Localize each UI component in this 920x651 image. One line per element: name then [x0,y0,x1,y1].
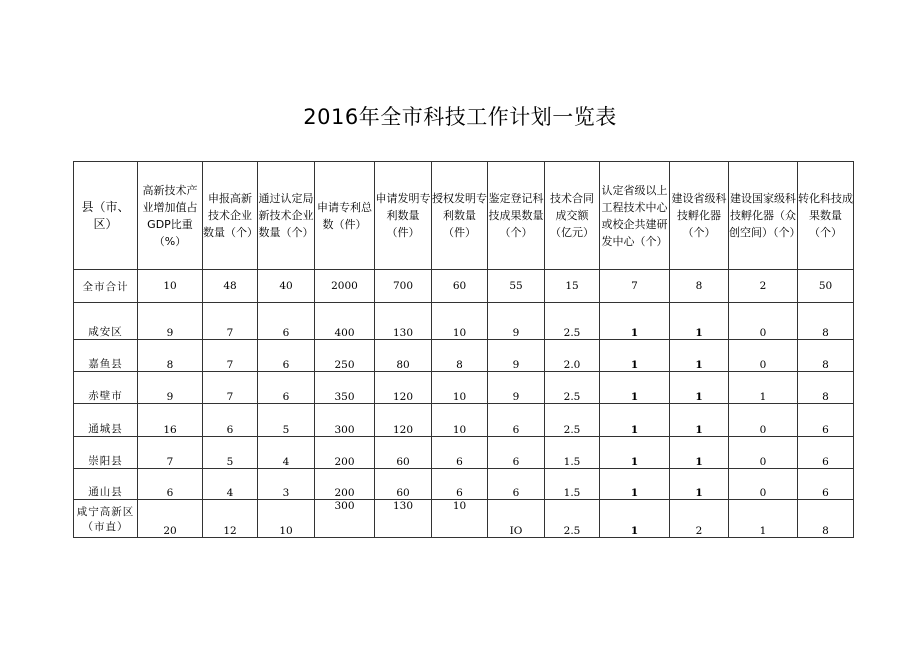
table-row [74,437,854,469]
value-cell: 400 [315,303,375,340]
value-cell: 0 [729,404,798,437]
value-cell: 16 [138,404,203,437]
header-certified-hitech: 通过认定局新技术企业数量（个） [258,162,315,270]
value-cell: 7 [203,340,258,372]
value-cell: 5 [203,437,258,469]
value-cell: 8 [798,500,854,538]
page-title: 2016年全市科技工作计划一览表 [303,105,617,129]
value-cell: 3 [258,469,315,500]
value-cell: 8 [670,270,729,303]
value-cell: 10 [432,500,488,538]
value-cell: 1 [600,303,670,340]
value-cell: 6 [432,437,488,469]
value-cell: 8 [798,372,854,404]
value-cell: 2 [670,500,729,538]
value-cell: 80 [375,340,432,372]
value-cell: 7 [600,270,670,303]
value-cell: 7 [138,437,203,469]
value-cell: 2.5 [545,404,600,437]
value-cell: 1 [600,404,670,437]
value-cell: 6 [258,303,315,340]
value-cell: 1.5 [545,437,600,469]
value-cell: 120 [375,372,432,404]
value-cell: 6 [488,437,545,469]
header-provincial-incubators: 建设省级科技孵化器（个） [670,162,729,270]
value-cell: 6 [798,437,854,469]
value-cell: 0 [729,437,798,469]
county-name-cell: 全市合计 [74,270,138,303]
value-cell: 700 [375,270,432,303]
value-cell: 1 [600,469,670,500]
value-cell: 130 [375,303,432,340]
value-cell: 1 [600,500,670,538]
value-cell: 2.0 [545,340,600,372]
value-cell: 10 [432,372,488,404]
value-cell: 10 [138,270,203,303]
table-row [74,303,854,340]
value-cell: 55 [488,270,545,303]
header-invention-applied: 申请发明专利数量（件） [375,162,432,270]
value-cell: 9 [488,372,545,404]
value-cell: 1 [670,437,729,469]
value-cell: 1 [670,340,729,372]
value-cell: 9 [138,303,203,340]
header-applied-hitech: 申报高新技术企业数量（个） [203,162,258,270]
value-cell: 1 [670,303,729,340]
value-cell: 9 [488,303,545,340]
table-body [74,270,854,538]
table-row [74,469,854,500]
table-row [74,500,854,538]
value-cell: 15 [545,270,600,303]
value-cell: 1 [729,372,798,404]
value-cell: 6 [432,469,488,500]
value-cell: 2.5 [545,303,600,340]
value-cell: 10 [258,500,315,538]
value-cell: 1 [729,500,798,538]
county-name-cell: 通山县 [74,469,138,500]
value-cell: 130 [375,500,432,538]
county-name-cell: 赤壁市 [74,372,138,404]
header-engineering-centers: 认定省级以上工程技术中心或校企共建研发中心（个） [600,162,670,270]
value-cell: 1 [670,404,729,437]
value-cell: 200 [315,469,375,500]
value-cell: 0 [729,469,798,500]
value-cell: 300 [315,500,375,538]
value-cell: 7 [203,303,258,340]
value-cell: 8 [432,340,488,372]
value-cell: 9 [488,340,545,372]
value-cell: 6 [488,404,545,437]
value-cell: 7 [203,372,258,404]
value-cell: 1 [600,437,670,469]
table-row [74,340,854,372]
table-row [74,404,854,437]
value-cell: 12 [203,500,258,538]
header-achievements: 鉴定登记科技成果数量（个） [488,162,545,270]
table-row [74,372,854,404]
value-cell: 6 [488,469,545,500]
county-name-cell: 崇阳县 [74,437,138,469]
value-cell: 60 [375,437,432,469]
value-cell: 60 [375,469,432,500]
value-cell: 2.5 [545,500,600,538]
value-cell: 8 [798,303,854,340]
value-cell: 40 [258,270,315,303]
value-cell: 120 [375,404,432,437]
value-cell: 1 [600,372,670,404]
plan-table [73,161,854,538]
value-cell: 10 [432,303,488,340]
header-gdp-share: 高新技术产业增加值占GDP比重（%） [138,162,203,270]
value-cell: 200 [315,437,375,469]
value-cell: 4 [258,437,315,469]
value-cell: IO [488,500,545,538]
value-cell: 1 [670,372,729,404]
value-cell: 50 [798,270,854,303]
value-cell: 4 [203,469,258,500]
value-cell: 2000 [315,270,375,303]
value-cell: 1.5 [545,469,600,500]
value-cell: 6 [798,469,854,500]
value-cell: 1 [600,340,670,372]
value-cell: 6 [203,404,258,437]
value-cell: 0 [729,303,798,340]
value-cell: 350 [315,372,375,404]
value-cell: 2 [729,270,798,303]
header-national-incubators: 建设国家级科技孵化器（众创空间）（个） [729,162,798,270]
header-patent-total: 申请专利总数（件） [315,162,375,270]
value-cell: 6 [258,372,315,404]
value-cell: 250 [315,340,375,372]
header-row [74,162,854,270]
value-cell: 0 [729,340,798,372]
value-cell: 5 [258,404,315,437]
value-cell: 8 [138,340,203,372]
header-county: 县（市、区） [74,162,138,270]
value-cell: 1 [670,469,729,500]
value-cell: 10 [432,404,488,437]
value-cell: 60 [432,270,488,303]
county-name-cell: 咸宁高新区（市直） [74,500,138,538]
value-cell: 8 [798,340,854,372]
header-invention-granted: 授权发明专利数量（件） [432,162,488,270]
header-contract-value: 技术合同成交额（亿元） [545,162,600,270]
county-name-cell: 通城县 [74,404,138,437]
table-row [74,270,854,303]
value-cell: 2.5 [545,372,600,404]
value-cell: 6 [798,404,854,437]
county-name-cell: 咸安区 [74,303,138,340]
county-name-cell: 嘉鱼县 [74,340,138,372]
value-cell: 6 [138,469,203,500]
header-transferred-achievements: 转化科技成果数量（个） [798,162,854,270]
value-cell: 9 [138,372,203,404]
value-cell: 300 [315,404,375,437]
value-cell: 6 [258,340,315,372]
value-cell: 20 [138,500,203,538]
value-cell: 48 [203,270,258,303]
